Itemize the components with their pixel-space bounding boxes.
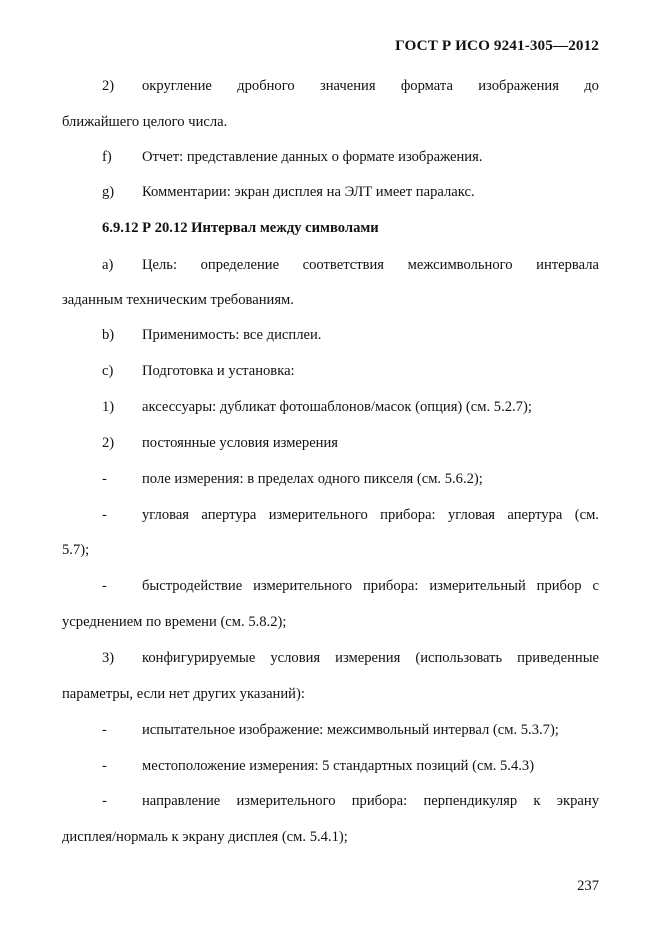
word: угловая — [142, 507, 190, 523]
list-marker: 2) — [102, 435, 115, 451]
list-marker: b) — [102, 327, 115, 343]
word: измерительного — [253, 578, 353, 594]
word: быстродействие — [142, 578, 243, 594]
paragraph-line: местоположение измерения: 5 стандартных позиций (см. 5.4.3) — [142, 758, 535, 774]
paragraph-continuation: 5.7); — [62, 542, 90, 558]
list-marker: a) — [102, 257, 114, 273]
word: (использовать — [415, 650, 503, 666]
page-number: 237 — [577, 878, 599, 894]
word: до — [584, 78, 599, 94]
word: условия — [270, 650, 321, 666]
word: (см. — [574, 507, 599, 523]
list-marker: 2) — [102, 78, 115, 94]
paragraph-line: аксессуары: дубликат фотошаблонов/масок (опция) (см. 5.2.7); — [142, 399, 532, 415]
word: формата — [400, 78, 453, 94]
word: приведенные — [517, 650, 599, 666]
word: прибора: — [362, 578, 419, 594]
list-marker: f) — [102, 149, 112, 165]
word: соответствия — [302, 257, 385, 273]
word: прибора: — [351, 793, 408, 809]
word: межсимвольного — [407, 257, 513, 273]
word: измерительного — [268, 507, 368, 523]
paragraph-continuation: параметры, если нет других указаний): — [62, 686, 305, 702]
list-marker: 1) — [102, 399, 115, 415]
list-marker: - — [102, 758, 107, 774]
document-header: ГОСТ Р ИСО 9241-305—2012 — [395, 37, 599, 54]
word: измерительного — [236, 793, 336, 809]
word: экрану — [556, 793, 599, 809]
word: угловая — [448, 507, 496, 523]
list-marker: g) — [102, 184, 115, 200]
word: прибор — [536, 578, 582, 594]
word: с — [592, 578, 599, 594]
paragraph-continuation: ближайшего целого числа. — [62, 114, 228, 130]
word: измерения — [335, 650, 401, 666]
paragraph-line: поле измерения: в пределах одного пикселя (см. 5.6.2); — [142, 471, 483, 487]
word: прибора: — [380, 507, 436, 523]
paragraph-line — [142, 506, 599, 524]
paragraph-line — [142, 577, 599, 595]
list-marker: c) — [102, 363, 114, 379]
word: измерительный — [429, 578, 526, 594]
word: изображения — [478, 78, 559, 94]
word: к — [533, 793, 541, 809]
word: интервала — [536, 257, 599, 273]
word: определение — [200, 257, 280, 273]
paragraph-line: Применимость: все дисплеи. — [142, 327, 322, 343]
paragraph-line — [142, 256, 599, 274]
list-marker: - — [102, 578, 107, 594]
word: значения — [319, 78, 376, 94]
word: Цель: — [142, 257, 178, 273]
paragraph-line: постоянные условия измерения — [142, 435, 339, 451]
list-marker: - — [102, 507, 107, 523]
word: направление — [142, 793, 221, 809]
list-marker: - — [102, 471, 107, 487]
word: округление — [142, 78, 212, 94]
paragraph-line — [142, 792, 599, 810]
word: дробного — [237, 78, 295, 94]
paragraph-line: Комментарии: экран дисплея на ЭЛТ имеет паралакс. — [142, 184, 475, 200]
paragraph-line — [142, 77, 599, 95]
list-marker: - — [102, 722, 107, 738]
word: апертура — [201, 507, 257, 523]
section-heading: 6.9.12 Р 20.12 Интервал между символами — [102, 220, 379, 236]
paragraph-line: Подготовка и установка: — [142, 363, 295, 379]
paragraph-continuation: усреднением по времени (см. 5.8.2); — [62, 614, 287, 630]
paragraph-continuation: дисплея/нормаль к экрану дисплея (см. 5.4.1); — [62, 829, 348, 845]
list-marker: 3) — [102, 650, 115, 666]
paragraph-line — [142, 649, 599, 667]
word: перпендикуляр — [423, 793, 518, 809]
paragraph-continuation: заданным техническим требованиям. — [62, 292, 294, 308]
list-marker: - — [102, 793, 107, 809]
paragraph-line: испытательное изображение: межсимвольный интервал (см. 5.3.7); — [142, 722, 559, 738]
word: апертура — [507, 507, 563, 523]
paragraph-line: Отчет: представление данных о формате изображения. — [142, 149, 483, 165]
word: конфигурируемые — [142, 650, 256, 666]
